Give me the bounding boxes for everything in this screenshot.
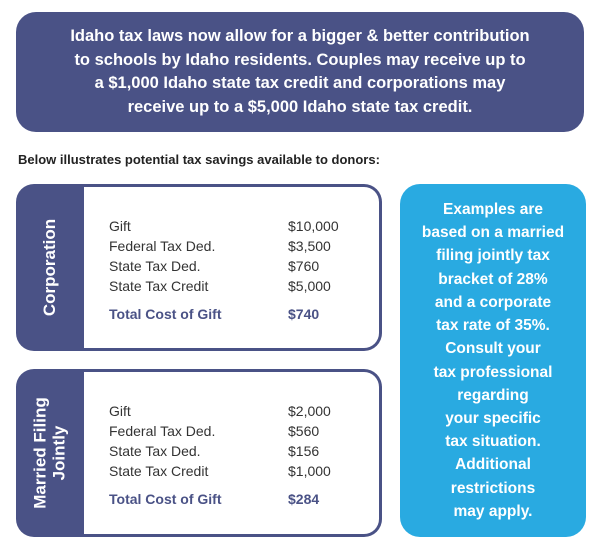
card-label-line: Jointly xyxy=(50,425,69,481)
total-label: Total Cost of Gift xyxy=(109,306,222,322)
banner-line: a $1,000 Idaho state tax credit and corporations may xyxy=(94,74,506,92)
banner-line: to schools by Idaho residents. Couples may receive up to xyxy=(74,50,526,69)
note-line: regarding xyxy=(457,386,529,404)
note-line: your specific xyxy=(445,409,541,427)
row-value: $10,000 xyxy=(288,218,339,234)
note-line: tax rate of 35%. xyxy=(436,317,550,335)
total-value: $740 xyxy=(288,306,320,322)
table-row xyxy=(109,401,344,421)
row-value: $3,500 xyxy=(288,238,331,254)
row-value: $560 xyxy=(288,423,320,439)
married-filing-jointly-card xyxy=(16,369,382,537)
row-value: $5,000 xyxy=(288,278,331,294)
card-side-label xyxy=(16,184,84,351)
note-line: based on a married xyxy=(421,224,565,242)
table-row xyxy=(109,256,344,276)
card-side-label xyxy=(16,369,84,537)
table-row xyxy=(109,276,344,296)
card-body xyxy=(84,372,379,534)
table-row xyxy=(109,441,344,461)
row-value: $156 xyxy=(288,443,320,459)
total-label: Total Cost of Gift xyxy=(109,491,222,507)
intro-text: Below illustrates potential tax savings available to donors: xyxy=(18,152,380,167)
table-row xyxy=(109,421,344,441)
row-label: State Tax Credit xyxy=(109,278,209,294)
row-value: $760 xyxy=(288,258,320,274)
row-label: Federal Tax Ded. xyxy=(109,423,216,439)
row-label: State Tax Credit xyxy=(109,463,209,479)
note-line: filing jointly tax xyxy=(436,247,550,265)
corporation-card xyxy=(16,184,382,351)
card-label-line: Married Filing xyxy=(31,397,50,509)
total-value: $284 xyxy=(288,491,320,507)
note-line: bracket of 28% xyxy=(438,270,548,288)
row-label: Federal Tax Ded. xyxy=(109,238,216,254)
row-label: Gift xyxy=(109,403,131,419)
row-label: State Tax Ded. xyxy=(109,258,201,274)
note-line: may apply. xyxy=(453,502,533,520)
note-line: Consult your xyxy=(445,340,541,358)
header-banner xyxy=(16,12,584,132)
note-line: and a corporate xyxy=(434,293,552,311)
note-line: tax professional xyxy=(433,363,553,381)
total-row xyxy=(109,489,344,509)
row-label: State Tax Ded. xyxy=(109,443,201,459)
disclaimer-note xyxy=(400,184,586,537)
table-row xyxy=(109,236,344,256)
note-line: Additional xyxy=(455,456,531,474)
row-label: Gift xyxy=(109,218,131,234)
row-value: $2,000 xyxy=(288,403,331,419)
table-row xyxy=(109,461,344,481)
table-row xyxy=(109,216,344,236)
card-label-line: Corporation xyxy=(40,218,60,317)
card-body xyxy=(84,187,379,348)
total-row xyxy=(109,304,344,324)
note-line: tax situation. xyxy=(445,433,541,451)
banner-line: Idaho tax laws now allow for a bigger & better contribution xyxy=(70,27,530,45)
note-line: restrictions xyxy=(450,479,536,497)
note-line: Examples are xyxy=(443,201,543,219)
banner-line: receive up to a $5,000 Idaho state tax credit. xyxy=(127,97,473,116)
row-value: $1,000 xyxy=(288,463,331,479)
